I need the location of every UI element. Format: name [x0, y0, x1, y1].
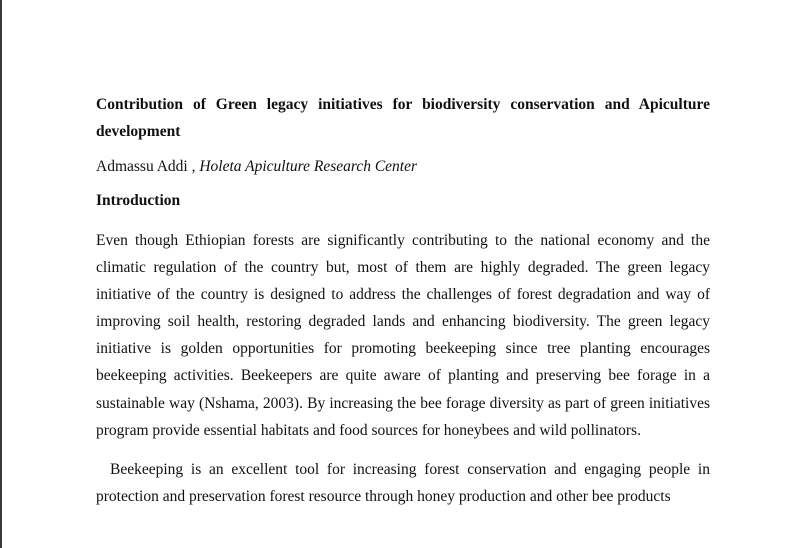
body-paragraph-2: Beekeeping is an excellent tool for increasing forest conservation and engaging people in protection and preservation forest resource through honey production and other bee products: [96, 460, 710, 505]
section-heading-introduction: Introduction: [96, 192, 181, 209]
document-page: [2, 0, 800, 548]
document-title: [96, 91, 710, 145]
document-content: [96, 91, 710, 510]
body-paragraph-1: Even though Ethiopian forests are significantly contributing to the national economy and the climatic regulation of the country but, most of them are highly degraded. The green legacy initiative of the country is designed to address the challenges of forest degradation and way of improving soil health, restoring degraded lands and enhancing biodiversity. The green legacy initiative is golden opportunities for promoting beekeeping since tree planting encourages beekeeping activities. Beekeepers are quite aware of planting and preserving bee forage in a sustainable way (Nshama, 2003). By increasing the bee forage diversity as part of green initiatives program provide essential habitats and food sources for honeybees and wild pollinators.: [96, 232, 710, 439]
document-title-line-2: development: [96, 123, 181, 140]
author-line: [96, 155, 710, 179]
author-name: Admassu Addi ,: [96, 158, 196, 175]
document-title-line-1: Contribution of Green legacy initiatives for biodiversity conservation and Apiculture: [96, 96, 710, 113]
author-affiliation: Holeta Apiculture Research Center: [199, 158, 418, 175]
